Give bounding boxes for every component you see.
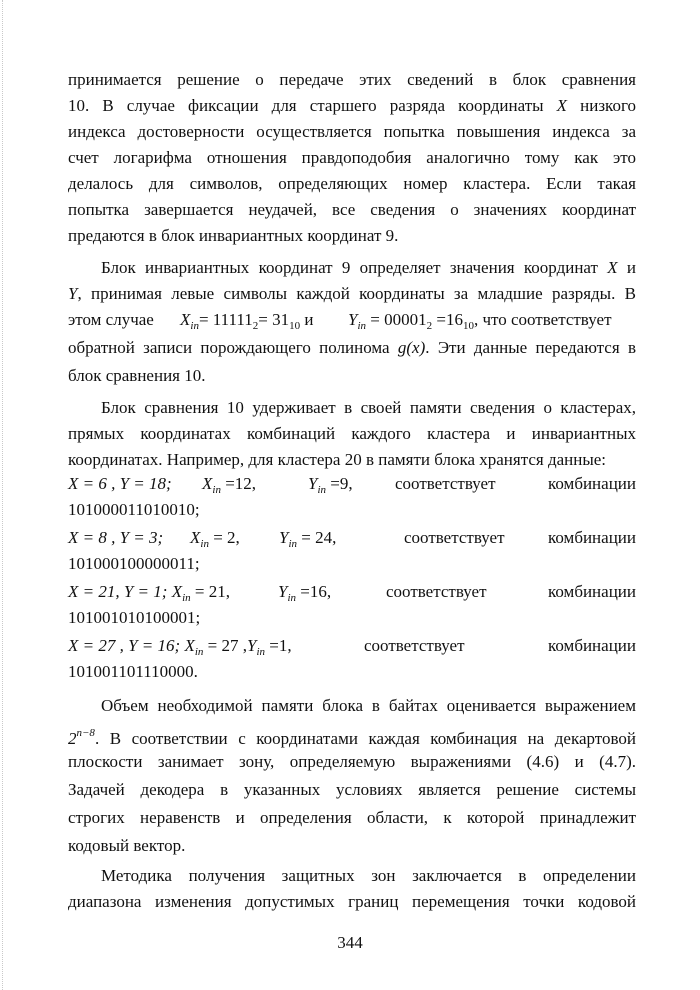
page-number: 344	[337, 933, 363, 952]
paragraph-3-line-2: прямых координатах комбинаций каждого кластера и инвариантных	[68, 424, 636, 443]
paragraph-1-line-3: индекса достоверности осуществляется попытка повышения индекса за	[68, 122, 636, 141]
xy-values: X = 27 , Y = 16;	[68, 636, 185, 655]
text-run: . В соответствии с координатами каждая комбинация на декартовой	[94, 729, 636, 748]
y-in-value: = 24,	[297, 528, 337, 547]
power-exponent: n−8	[76, 727, 95, 739]
xy-values: X = 21, Y = 1;	[68, 582, 172, 601]
variable-y-in: Y	[348, 310, 358, 329]
paragraph-4-line-4: Задачей декодера в указанных условиях является решение системы	[68, 780, 636, 799]
paragraph-4-line-6: кодовый вектор.	[68, 836, 186, 855]
word-text: комбинации	[547, 636, 636, 655]
y-in-value: =9,	[326, 474, 353, 493]
variable-x-in: X	[202, 474, 213, 493]
x-in-value: =12,	[220, 474, 257, 493]
variable-y-in: Y	[278, 582, 288, 601]
paragraph-4-line-5: строгих неравенств и определения области, к которой принадлежит	[68, 808, 636, 827]
y-in-value: =1,	[265, 636, 292, 655]
subscript-in: in	[194, 646, 204, 658]
word-text: комбинации	[547, 582, 636, 601]
subscript-in: in	[317, 484, 327, 496]
combination-code-2: 101000100000011;	[68, 554, 200, 573]
text-run: и	[626, 258, 637, 277]
variable-x-arg: (x)	[406, 338, 426, 357]
x-in-value: = 21,	[190, 582, 230, 601]
subscript-in: in	[287, 592, 297, 604]
subscript-in: in	[212, 484, 221, 496]
text-run: низкого	[580, 96, 636, 115]
variable-x-in: X	[171, 582, 183, 601]
text-run: , принимая левые символы каждой координаты за младшие разряды. В	[77, 284, 636, 303]
subscript-in: in	[256, 646, 266, 658]
text-run: = 11111	[198, 310, 253, 329]
combination-code-1: 101000011010010;	[68, 500, 200, 519]
text-run: Блок инвариантных координат 9 определяет значения координат	[101, 258, 598, 277]
variable-y-in: Y	[279, 528, 289, 547]
verb-text: соответствует	[404, 528, 505, 547]
xy-values: X = 8 , Y = 3;	[68, 528, 164, 547]
variable-g: g	[397, 338, 407, 357]
page-edge-divider	[2, 0, 3, 990]
paragraph-5-line-2: диапазона изменения допустимых границ перемещения точки кодовой	[68, 892, 636, 911]
power-base: 2	[68, 729, 77, 748]
subscript-base-2: 2	[252, 320, 259, 332]
paragraph-4-line-1: Объем необходимой памяти блока в байтах оценивается выражением	[101, 696, 636, 715]
paragraph-1-line-6: попытка завершается неудачей, все сведения о значениях координат	[68, 200, 636, 219]
subscript-in: in	[182, 592, 191, 604]
subscript-base-10: 10	[289, 320, 301, 332]
combination-code-3: 101001010100001;	[68, 608, 201, 627]
variable-y-in: Y	[308, 474, 318, 493]
word-text: комбинации	[547, 528, 636, 547]
subscript-in: in	[200, 538, 209, 550]
subscript-in: in	[357, 320, 367, 332]
text-run: и	[300, 310, 314, 329]
variable-x-in: X	[180, 310, 191, 329]
subscript-in: in	[288, 538, 298, 550]
paragraph-4-line-3: плоскости занимает зону, определяемую выражениями (4.6) и (4.7).	[68, 752, 636, 771]
verb-text: соответствует	[364, 636, 465, 655]
variable-x-in: X	[184, 636, 195, 655]
paragraph-2-line-4	[68, 334, 636, 361]
paragraph-1-line-5: делалось для символов, определяющих номер кластера. Если такая	[68, 174, 636, 193]
x-in-value: = 2,	[208, 528, 240, 547]
subscript-in: in	[190, 320, 199, 332]
paragraph-1-line-2	[68, 92, 636, 119]
text-run: обратной записи порождающего полинома	[68, 338, 390, 357]
paragraph-5-line-1: Методика получения защитных зон заключается в определении	[101, 866, 636, 885]
variable-x-in: X	[190, 528, 201, 547]
combination-code-4: 101001101110000.	[68, 662, 198, 681]
word-text: комбинации	[547, 474, 636, 493]
paragraph-2-line-2	[68, 280, 636, 307]
variable-y: Y	[68, 284, 78, 303]
verb-text: соответствует	[395, 474, 496, 493]
paragraph-3-line-1: Блок сравнения 10 удерживает в своей памяти сведения о кластерах,	[101, 398, 636, 417]
y-in-value: =16,	[296, 582, 332, 601]
paragraph-1-line-1: принимается решение о передаче этих сведений в блок сравнения	[68, 70, 636, 89]
variable-y-in: Y	[247, 636, 257, 655]
variable-x: X	[556, 96, 568, 115]
xy-values: X = 6 , Y = 18;	[68, 474, 172, 493]
text-run: = 00001	[366, 310, 427, 329]
subscript-base-2: 2	[426, 320, 433, 332]
paragraph-3-line-3: координатах. Например, для кластера 20 в памяти блока хранятся данные:	[68, 450, 607, 469]
verb-text: соответствует	[386, 582, 487, 601]
paragraph-1-line-4: счет логарифма отношения правдоподобия аналогично тому как это	[68, 148, 636, 167]
paragraph-1-line-7: предаются в блок инвариантных координат 9.	[68, 226, 399, 245]
text-run: =16	[432, 310, 463, 329]
text-run: = 31	[258, 310, 290, 329]
subscript-base-10: 10	[462, 320, 474, 332]
text-run: , что соответствует	[473, 310, 612, 329]
text-run: 10. В случае фиксации для старшего разряда координаты	[68, 96, 544, 115]
variable-x: X	[607, 258, 618, 277]
text-run: этом случае	[68, 310, 154, 329]
text-run: . Эти данные передаются в	[425, 338, 636, 357]
paragraph-2-line-1	[101, 254, 636, 281]
x-in-value: = 27 ,	[203, 636, 247, 655]
paragraph-2-line-5: блок сравнения 10.	[68, 366, 206, 385]
